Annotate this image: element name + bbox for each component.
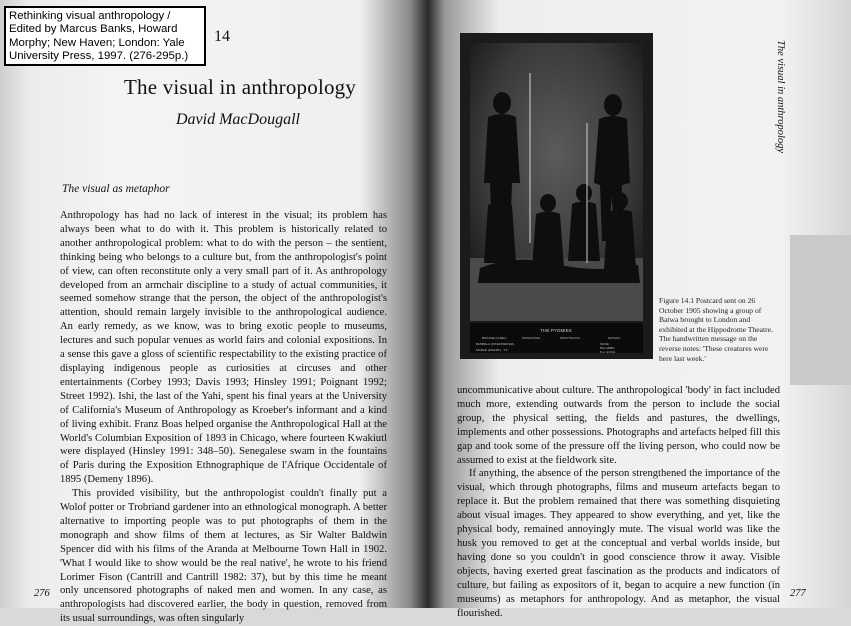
photo-label: MATUTIGUOA. xyxy=(560,336,581,340)
citation-line: Rethinking visual anthropology / xyxy=(9,10,171,22)
paragraph: If anything, the absence of the person strengthened the importance of the visual, which through photographs, films and museum artefacts began to replace it. But the problem remained that there was something disquieting about visual images. They appeared to show everything, and yet, like the physical body, remained annoyingly mute. The visual world was like the husk you removed to get at the conceptual and verbal worlds inside, but having done so you couldn't in good conscience throw it away. Visible objects, having exerted great fascination as the products and indicators of culture, but failing as expositors of it, began to acquire a new function (in museums) as metaphors for anthropology. And as metaphor, the visual flourished. xyxy=(457,468,780,619)
photo-image xyxy=(460,33,653,359)
right-page-body xyxy=(457,384,780,620)
citation-box xyxy=(4,6,206,66)
photo-label: MATUKA. xyxy=(608,336,622,340)
right-page-number: 277 xyxy=(790,588,806,599)
left-page-number: 276 xyxy=(34,588,50,599)
citation-line: University Press, 1997. (276-295p.) xyxy=(9,50,189,63)
running-head: The visual in anthropology xyxy=(775,40,786,154)
photo-label: BULAMBA. xyxy=(600,346,616,350)
chapter-number: 14 xyxy=(214,28,230,45)
photo-label: MOKE. xyxy=(600,342,610,346)
scan-shadow xyxy=(790,235,851,385)
chapter-title: The visual in anthropology xyxy=(124,75,357,99)
citation-line: Edited by Marcus Banks, Howard xyxy=(9,23,178,36)
photo-label: N.A. EVOA. xyxy=(600,350,616,354)
figure-caption: Figure 14.1 Postcard sent on 26 October 1905 showing a group of Batwa brought to London and exhibited at the Hippodrome Theatre. The handwritten message on the reverse notes: 'These creatures were here last week.' xyxy=(659,296,773,363)
paragraph: Anthropology has had no lack of interest in the visual; its problem has always been what to do with it. This problem is historically related to another anthropological problem: what to do with the person – the sentient, thinking being who belongs to a culture but, from the anthropologist's point of view, can often reconstitute only a very small part of it. As anthropology developed from an armchair discipline to a study of actual communities, it seemed somehow strange that the person, the object of the anthropologist's attention, should remain largely invisible to the anthropological audience. An early remedy, as we know, was to bring exotic people to museums, lectures and such popular venues as world fairs and colonial expositions. In a sense this gave a gloss of scientific respectability to the existing practice of displaying indigenous people as curiosities at circuses and other entertainments (Corbey 1993; Davis 1993; Hinsley 1991; Poignant 1992; Street 1992). Ishi, the last of the Yahi, spent his final years at the University of California's Museum of Anthropology as Kroeber's informant and a kind of living exhibit. Franz Boas helped organise the Anthropological Hall at the World's Columbian Exposition of 1893 in Chicago, where fourteen Kwakiutl were displayed (Hinsley 1991: 348–50). Senegalese swam in the fountains of Paris during the Exposition Ethnographique de l'Afrique Occidentale of 1895 (Demeny 1896). xyxy=(60,210,387,486)
section-heading: The visual as metaphor xyxy=(62,183,170,195)
photo-label: BOKANE (CHIEF). xyxy=(482,336,508,340)
figure-photo xyxy=(460,33,653,359)
paragraph: uncommunicative about culture. The anthropological 'body' in fact included much more, extending outwards from the person to include the social group, the physical setting, the fields and pastures, the dwellings, implements and other possessions. Photographs and artefacts helped fill this gap and took some of the pressure off the living person, who could now be assumed to exist at the fieldwork site. xyxy=(457,385,780,466)
photo-label: MORAE (DWARF) - T.S. xyxy=(476,348,509,352)
paragraph: This provided visibility, but the anthropologist couldn't finally put a Wolof potter or Trobriand gardener into an ethnological monograph. A better alternative to importing people was to put photographs of them in the monograph and show films of them at lectures, as Sir Walter Baldwin Spencer did with his films of the Aranda at Melbourne Town Hall in 1902. 'What I would like to show would be the real native', he wrote to his friend Lorimer Fison (Cantrill and Cantrill 1982: 37), but by this time he meant only uncensored photographs of naked men and women. In any case, as anthropologists had discovered earlier, the body in question, removed from its usual surroundings, was often singularly xyxy=(60,488,387,625)
author-name: David MacDougall xyxy=(176,111,300,128)
photo-label: MONGONGA. xyxy=(522,336,542,340)
left-page-body xyxy=(60,209,387,626)
photo-label-title: THE PYGMIES xyxy=(540,328,572,333)
photo-label: BAMBALA (INTERPRETER). xyxy=(476,342,515,346)
citation-line: Morphy; New Haven; London: Yale xyxy=(9,36,185,49)
